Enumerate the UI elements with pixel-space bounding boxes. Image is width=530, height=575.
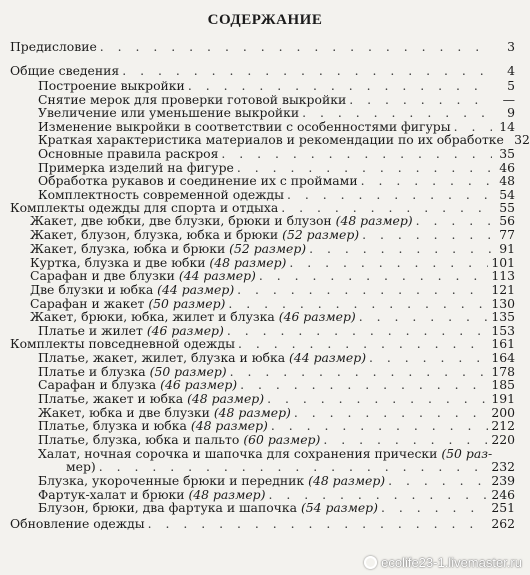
dot-leader — [221, 147, 492, 161]
toc-entry-page: 191 — [491, 391, 515, 406]
toc-entry — [38, 378, 515, 392]
toc-entry-size: (48 размер) — [209, 255, 287, 270]
toc-entry-page: 251 — [491, 500, 515, 515]
toc-entry-page: 46 — [499, 160, 515, 175]
toc-entry-title: Изменение выкройки в соответствии с особенностями фигуры — [38, 119, 451, 134]
toc-entry-size: (46 размер) — [146, 323, 224, 338]
toc-entry-title: Комплектность современной одежды — [38, 187, 285, 202]
dot-leader — [349, 93, 492, 107]
dot-leader — [381, 501, 488, 515]
page-title: СОДЕРЖАНИЕ — [207, 12, 323, 28]
toc-entry-size: (48 размер) — [335, 213, 413, 228]
toc-entry-page: 14 — [499, 119, 515, 134]
toc-entry — [38, 474, 515, 488]
dot-leader — [99, 460, 489, 474]
toc-entry-page: 239 — [491, 473, 515, 488]
toc-entry-page: 77 — [499, 227, 515, 242]
toc-entry-title: Блузка, укороченные брюки и передник (48 размер) — [38, 473, 386, 488]
toc-entry-page: 48 — [499, 173, 515, 188]
dot-leader — [237, 283, 488, 297]
dot-leader — [238, 337, 488, 351]
toc-entry-page: 220 — [491, 432, 515, 447]
toc-entry-page: 56 — [499, 213, 515, 228]
toc-entry-title: Комплекты одежды для спорта и отдыха — [10, 200, 279, 215]
toc-entry-page: 5 — [507, 78, 515, 93]
toc-entry-page: 178 — [491, 364, 515, 379]
toc-entry — [10, 337, 515, 351]
toc-entry-page: 113 — [491, 268, 515, 283]
toc-entry — [38, 433, 515, 447]
watermark-text: ecolife23-1.livemaster.ru — [381, 555, 522, 570]
toc-entry-size: (46 размер) — [278, 309, 356, 324]
toc-entry-size: (52 размер) — [282, 227, 360, 242]
toc-entry-title: Блузон, брюки, два фартука и шапочка (54 размер) — [38, 500, 378, 515]
toc-entry-page: 32 — [514, 132, 530, 147]
dot-leader — [122, 64, 492, 78]
toc-entry-page: 121 — [491, 282, 515, 297]
toc-entry-title: Сарафан и блузка (46 размер) — [38, 377, 238, 392]
toc-entry-size: (50 размер) — [148, 296, 226, 311]
toc-entry-title: Сарафан и жакет (50 размер) — [30, 296, 226, 311]
toc-entry-title: Предисловие — [10, 39, 97, 54]
toc-entry-page: 91 — [499, 241, 515, 256]
toc-entry-size: (50 раз- — [441, 446, 493, 461]
toc-entry-page: 3 — [507, 39, 515, 54]
dot-leader — [271, 419, 488, 433]
toc-entry — [10, 64, 515, 78]
toc-entry — [38, 132, 530, 147]
watermark — [364, 555, 522, 570]
dot-leader — [302, 106, 492, 120]
toc-entry-title: Общие сведения — [10, 63, 120, 78]
toc-entry-size: (46 размер) — [160, 377, 238, 392]
toc-entry-size: (48 размер) — [190, 418, 268, 433]
dot-leader — [267, 392, 488, 406]
toc-entry-page: 185 — [491, 377, 515, 392]
dot-leader — [294, 406, 489, 420]
toc-entry — [10, 517, 515, 531]
toc-entry — [38, 447, 500, 461]
toc-entry — [38, 501, 515, 515]
toc-entry-title: Жакет, две юбки, две блузки, брюки и блузон (48 размер) — [30, 213, 413, 228]
toc-entry-page: 200 — [491, 405, 515, 420]
toc-entry-title: Краткая характеристика материалов и рекомендации по их обработке — [38, 132, 504, 147]
toc-entry-size: (44 размер) — [289, 350, 367, 365]
toc-entry-title: Две блузки и юбка (44 размер) — [30, 282, 235, 297]
dot-leader — [259, 269, 488, 283]
toc-entry-page: 161 — [491, 336, 515, 351]
toc-entry-size: (48 размер) — [188, 487, 266, 502]
toc-entry-title: мер) — [66, 459, 96, 474]
toc-entry-title: Платье и блузка (50 размер) — [38, 364, 227, 379]
dot-leader — [188, 79, 492, 93]
toc-entry-title: Фартук-халат и брюки (48 размер) — [38, 487, 266, 502]
toc-entry-title: Жакет, блузон, блузка, юбка и брюки (52 размер) — [30, 227, 360, 242]
toc-entry-size: (44 размер) — [157, 282, 235, 297]
toc-entry-title: Платье, блузка, юбка и пальто (60 размер) — [38, 432, 321, 447]
toc-entry-title: Основные правила раскроя — [38, 146, 219, 161]
toc-entry-size: (60 размер) — [243, 432, 321, 447]
dot-leader — [359, 310, 489, 324]
toc-entry — [10, 40, 515, 54]
toc-entry-page: 164 — [491, 350, 515, 365]
toc-entry-page: 4 — [507, 63, 515, 78]
toc-entry-title: Снятие мерок для проверки готовой выкройки — [38, 92, 347, 107]
toc-entry-page: 262 — [491, 516, 515, 531]
dot-leader — [230, 365, 489, 379]
toc-entry-size: (54 размер) — [300, 500, 378, 515]
toc-entry-title: Жакет, брюки, юбка, жилет и блузка (46 размер) — [30, 309, 356, 324]
dot-leader — [388, 474, 488, 488]
toc-entry-size: (48 размер) — [308, 473, 386, 488]
toc-entry-page: 212 — [491, 418, 515, 433]
toc-entry-page: 153 — [491, 323, 515, 338]
toc-entry-page: 9 — [507, 105, 515, 120]
toc-entry-size: (44 размер) — [178, 268, 256, 283]
toc-entry-page: 246 — [491, 487, 515, 502]
toc-entry — [66, 460, 515, 474]
toc-entry-title: Платье, жакет, жилет, блузка и юбка (44 размер) — [38, 350, 367, 365]
dot-leader — [240, 378, 488, 392]
toc-entry — [38, 106, 515, 120]
dot-leader — [227, 324, 489, 338]
toc-entry — [30, 269, 515, 283]
dot-leader — [323, 433, 488, 447]
toc-entry-title: Жакет, блузка, юбка и брюки (52 размер) — [30, 241, 307, 256]
dot-leader — [361, 174, 492, 188]
toc-entry — [38, 351, 515, 365]
toc-entry — [38, 174, 515, 188]
toc-entry-title: Халат, ночная сорочка и шапочка для сохранения прически (50 раз- — [38, 446, 493, 461]
toc-entry-page: 135 — [491, 309, 515, 324]
toc-entry-size: (50 размер) — [149, 364, 227, 379]
toc-entry-page: — — [502, 92, 515, 107]
toc-entry-page: 101 — [491, 255, 515, 270]
toc-entry — [38, 392, 515, 406]
toc-entry-page: 35 — [499, 146, 515, 161]
toc-entry-page: 55 — [499, 200, 515, 215]
dot-leader — [416, 214, 492, 228]
toc-entry-title: Платье и жилет (46 размер) — [38, 323, 224, 338]
toc-entry — [30, 228, 515, 242]
dot-leader — [362, 228, 492, 242]
toc-entry — [38, 419, 515, 433]
toc-entry — [30, 242, 515, 256]
toc-entry-page: 232 — [491, 459, 515, 474]
toc-entry-page: 54 — [499, 187, 515, 202]
watermark-logo-icon — [364, 556, 377, 569]
toc-entry-title: Построение выкройки — [38, 78, 185, 93]
toc-entry-title: Обновление одежды — [10, 516, 145, 531]
toc-entry-title: Сарафан и две блузки (44 размер) — [30, 268, 256, 283]
toc-entry-size: (48 размер) — [187, 391, 265, 406]
dot-leader — [309, 242, 492, 256]
toc-entry — [30, 283, 515, 297]
dot-leader — [369, 351, 488, 365]
toc-entry-title: Платье, блузка и юбка (48 размер) — [38, 418, 268, 433]
toc-entry — [30, 214, 515, 228]
toc-entry-page: 130 — [491, 296, 515, 311]
dot-leader — [148, 517, 489, 531]
toc-entry-title: Примерка изделий на фигуре — [38, 160, 234, 175]
toc-entry-title: Платье, жакет и юбка (48 размер) — [38, 391, 265, 406]
dot-leader — [287, 188, 492, 202]
dot-leader — [289, 256, 488, 270]
toc-entry-title: Куртка, блузка и две юбки (48 размер) — [30, 255, 287, 270]
dot-leader — [100, 40, 492, 54]
toc-entry-title: Комплекты повседневной одежды — [10, 336, 235, 351]
toc-entry-size: (48 размер) — [213, 405, 291, 420]
toc-entry-title: Обработка рукавов и соединение их с проймами — [38, 173, 358, 188]
toc-entry — [30, 310, 515, 324]
toc-entry — [38, 147, 515, 161]
toc-entry-size: (52 размер) — [229, 241, 307, 256]
toc-entry-title: Жакет, юбка и две блузки (48 размер) — [38, 405, 291, 420]
toc-entry — [38, 79, 515, 93]
toc-entry-title: Увеличение или уменьшение выкройки — [38, 105, 300, 120]
